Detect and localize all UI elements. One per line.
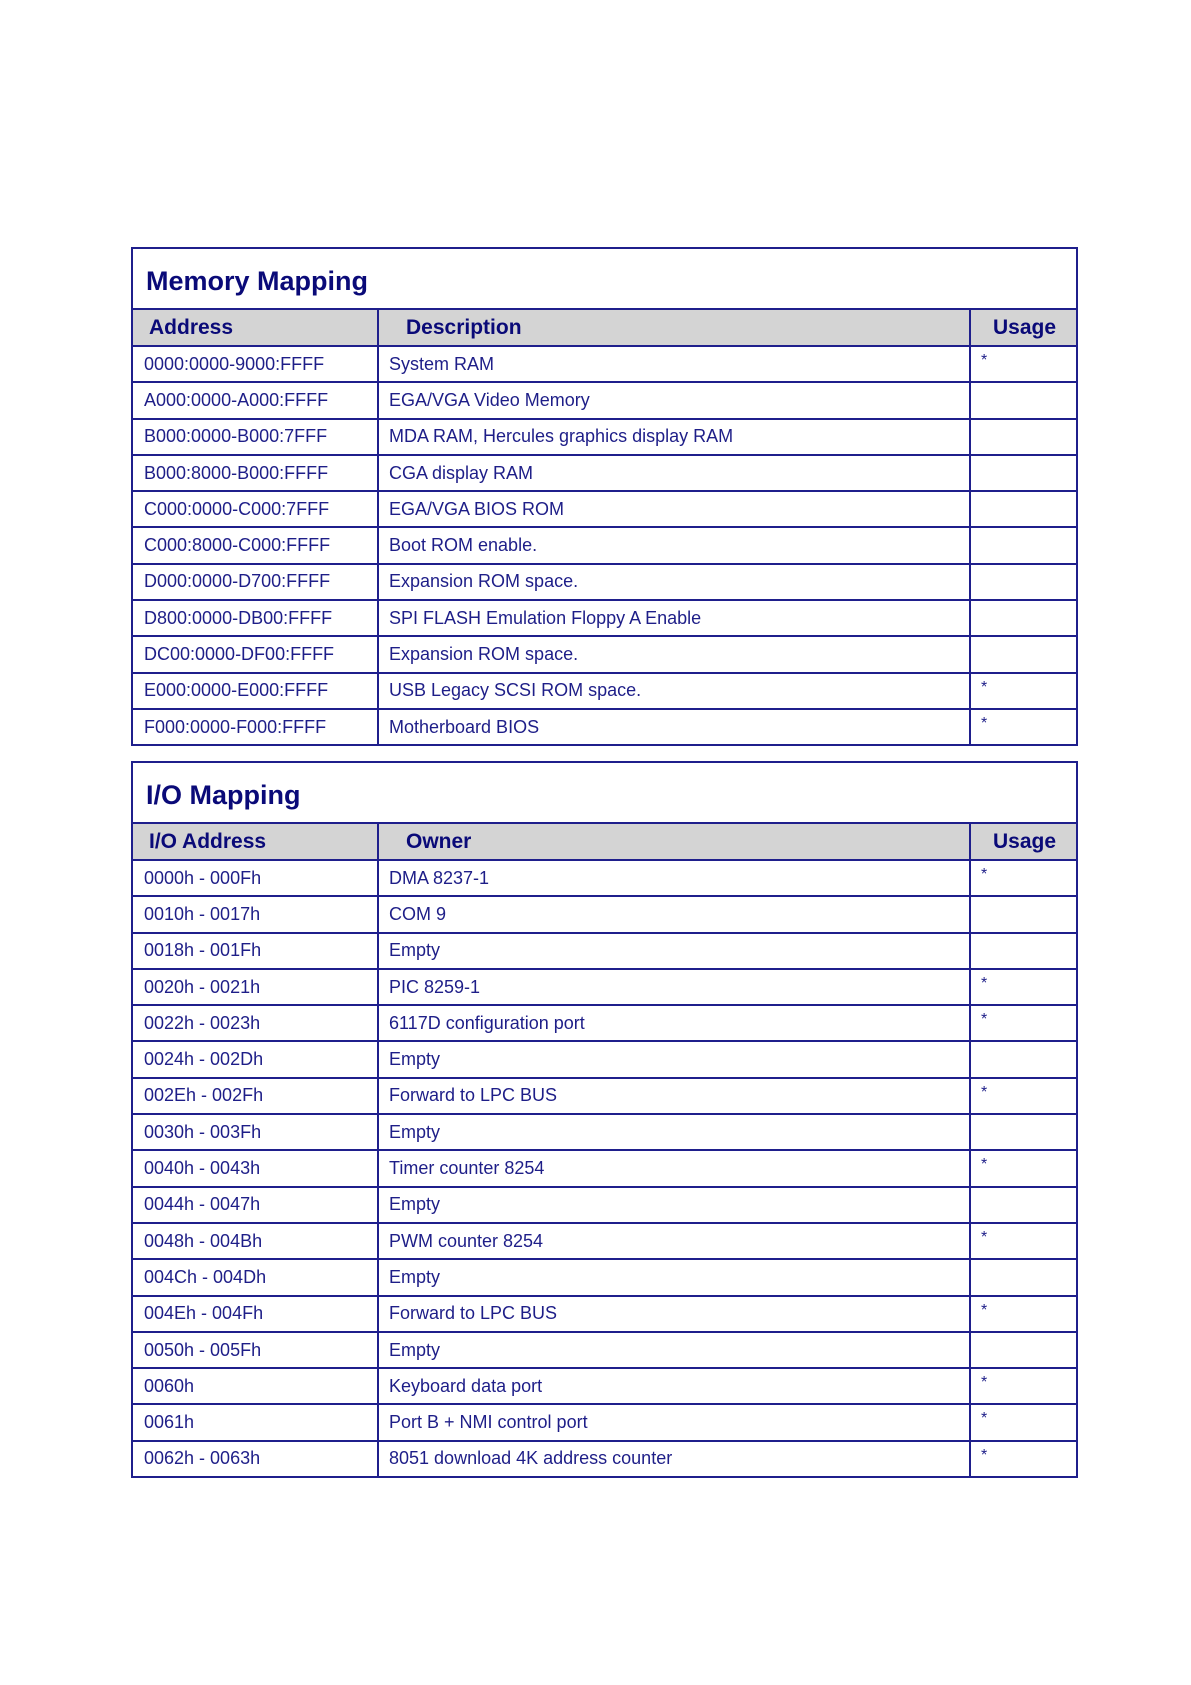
cell-address: 0060h [132, 1368, 378, 1404]
table-row [132, 382, 1077, 418]
table-row [132, 636, 1077, 672]
cell-address: DC00:0000-DF00:FFFF [132, 636, 378, 672]
cell-address: 0050h - 005Fh [132, 1332, 378, 1368]
io-mapping-title: I/O Mapping [132, 762, 1077, 823]
column-header-usage: Usage [970, 823, 1077, 860]
cell-usage [970, 1259, 1077, 1295]
table-row [132, 1041, 1077, 1077]
table-row [132, 1441, 1077, 1477]
cell-usage: * [970, 969, 1077, 1005]
cell-usage: * [970, 1296, 1077, 1332]
cell-address: 004Ch - 004Dh [132, 1259, 378, 1295]
cell-description: PWM counter 8254 [378, 1223, 970, 1259]
table-row [132, 860, 1077, 896]
cell-address: 0062h - 0063h [132, 1441, 378, 1477]
cell-address: D000:0000-D700:FFFF [132, 564, 378, 600]
table-row [132, 1368, 1077, 1404]
table-row [132, 1187, 1077, 1223]
io-header-row [132, 823, 1077, 860]
table-row [132, 1078, 1077, 1114]
cell-usage: * [970, 1150, 1077, 1186]
cell-address: 0000:0000-9000:FFFF [132, 346, 378, 382]
cell-usage [970, 896, 1077, 932]
column-header-io-address: I/O Address [132, 823, 378, 860]
cell-description: Expansion ROM space. [378, 636, 970, 672]
cell-description: System RAM [378, 346, 970, 382]
cell-address: D800:0000-DB00:FFFF [132, 600, 378, 636]
cell-description: COM 9 [378, 896, 970, 932]
cell-address: 0044h - 0047h [132, 1187, 378, 1223]
table-row [132, 455, 1077, 491]
cell-usage [970, 636, 1077, 672]
cell-usage [970, 419, 1077, 455]
cell-description: Empty [378, 1041, 970, 1077]
table-row [132, 1332, 1077, 1368]
cell-description: MDA RAM, Hercules graphics display RAM [378, 419, 970, 455]
io-mapping-table [131, 761, 1078, 1478]
cell-description: Empty [378, 1187, 970, 1223]
cell-usage: * [970, 1441, 1077, 1477]
cell-address: E000:0000-E000:FFFF [132, 673, 378, 709]
cell-usage: * [970, 1368, 1077, 1404]
cell-description: Port B + NMI control port [378, 1404, 970, 1440]
cell-address: C000:8000-C000:FFFF [132, 527, 378, 563]
table-row [132, 527, 1077, 563]
cell-address: 0048h - 004Bh [132, 1223, 378, 1259]
cell-description: Boot ROM enable. [378, 527, 970, 563]
memory-mapping-table [131, 247, 1078, 746]
table-row [132, 1404, 1077, 1440]
cell-description: EGA/VGA BIOS ROM [378, 491, 970, 527]
cell-usage [970, 564, 1077, 600]
cell-description: Empty [378, 933, 970, 969]
cell-address: F000:0000-F000:FFFF [132, 709, 378, 745]
cell-address: 0030h - 003Fh [132, 1114, 378, 1150]
table-row [132, 564, 1077, 600]
cell-description: 6117D configuration port [378, 1005, 970, 1041]
column-header-description: Description [378, 309, 970, 346]
cell-description: Forward to LPC BUS [378, 1078, 970, 1114]
cell-address: 0020h - 0021h [132, 969, 378, 1005]
cell-description: EGA/VGA Video Memory [378, 382, 970, 418]
table-row [132, 1296, 1077, 1332]
cell-usage [970, 455, 1077, 491]
cell-usage: * [970, 1005, 1077, 1041]
table-row [132, 491, 1077, 527]
io-table-body [132, 860, 1077, 1477]
cell-usage [970, 600, 1077, 636]
cell-description: Expansion ROM space. [378, 564, 970, 600]
cell-description: CGA display RAM [378, 455, 970, 491]
cell-address: 0000h - 000Fh [132, 860, 378, 896]
cell-usage [970, 1114, 1077, 1150]
cell-description: SPI FLASH Emulation Floppy A Enable [378, 600, 970, 636]
cell-description: DMA 8237-1 [378, 860, 970, 896]
table-row [132, 1150, 1077, 1186]
cell-usage: * [970, 860, 1077, 896]
cell-description: 8051 download 4K address counter [378, 1441, 970, 1477]
table-row [132, 1223, 1077, 1259]
column-header-usage: Usage [970, 309, 1077, 346]
cell-description: USB Legacy SCSI ROM space. [378, 673, 970, 709]
cell-usage [970, 1041, 1077, 1077]
table-row [132, 933, 1077, 969]
cell-address: 0024h - 002Dh [132, 1041, 378, 1077]
table-row [132, 1005, 1077, 1041]
table-row [132, 600, 1077, 636]
cell-address: 0010h - 0017h [132, 896, 378, 932]
cell-address: 0018h - 001Fh [132, 933, 378, 969]
cell-usage: * [970, 673, 1077, 709]
memory-mapping-title: Memory Mapping [132, 248, 1077, 309]
column-header-owner: Owner [378, 823, 970, 860]
cell-address: 0061h [132, 1404, 378, 1440]
cell-usage [970, 527, 1077, 563]
cell-usage: * [970, 1223, 1077, 1259]
cell-usage [970, 1187, 1077, 1223]
cell-usage: * [970, 346, 1077, 382]
table-row [132, 673, 1077, 709]
cell-address: 0022h - 0023h [132, 1005, 378, 1041]
cell-address: C000:0000-C000:7FFF [132, 491, 378, 527]
cell-description: Keyboard data port [378, 1368, 970, 1404]
cell-address: B000:0000-B000:7FFF [132, 419, 378, 455]
cell-description: Forward to LPC BUS [378, 1296, 970, 1332]
cell-address: B000:8000-B000:FFFF [132, 455, 378, 491]
cell-description: PIC 8259-1 [378, 969, 970, 1005]
cell-address: 004Eh - 004Fh [132, 1296, 378, 1332]
cell-description: Empty [378, 1259, 970, 1295]
cell-description: Timer counter 8254 [378, 1150, 970, 1186]
table-row [132, 1114, 1077, 1150]
table-row [132, 969, 1077, 1005]
memory-header-row [132, 309, 1077, 346]
memory-table-body [132, 346, 1077, 745]
table-row [132, 346, 1077, 382]
table-row [132, 709, 1077, 745]
cell-description: Motherboard BIOS [378, 709, 970, 745]
table-row [132, 419, 1077, 455]
cell-address: A000:0000-A000:FFFF [132, 382, 378, 418]
cell-usage: * [970, 709, 1077, 745]
cell-usage [970, 382, 1077, 418]
cell-address: 002Eh - 002Fh [132, 1078, 378, 1114]
table-row [132, 896, 1077, 932]
cell-usage: * [970, 1078, 1077, 1114]
cell-usage [970, 1332, 1077, 1368]
cell-description: Empty [378, 1114, 970, 1150]
cell-usage: * [970, 1404, 1077, 1440]
cell-usage [970, 933, 1077, 969]
table-row [132, 1259, 1077, 1295]
cell-address: 0040h - 0043h [132, 1150, 378, 1186]
cell-usage [970, 491, 1077, 527]
column-header-address: Address [132, 309, 378, 346]
cell-description: Empty [378, 1332, 970, 1368]
